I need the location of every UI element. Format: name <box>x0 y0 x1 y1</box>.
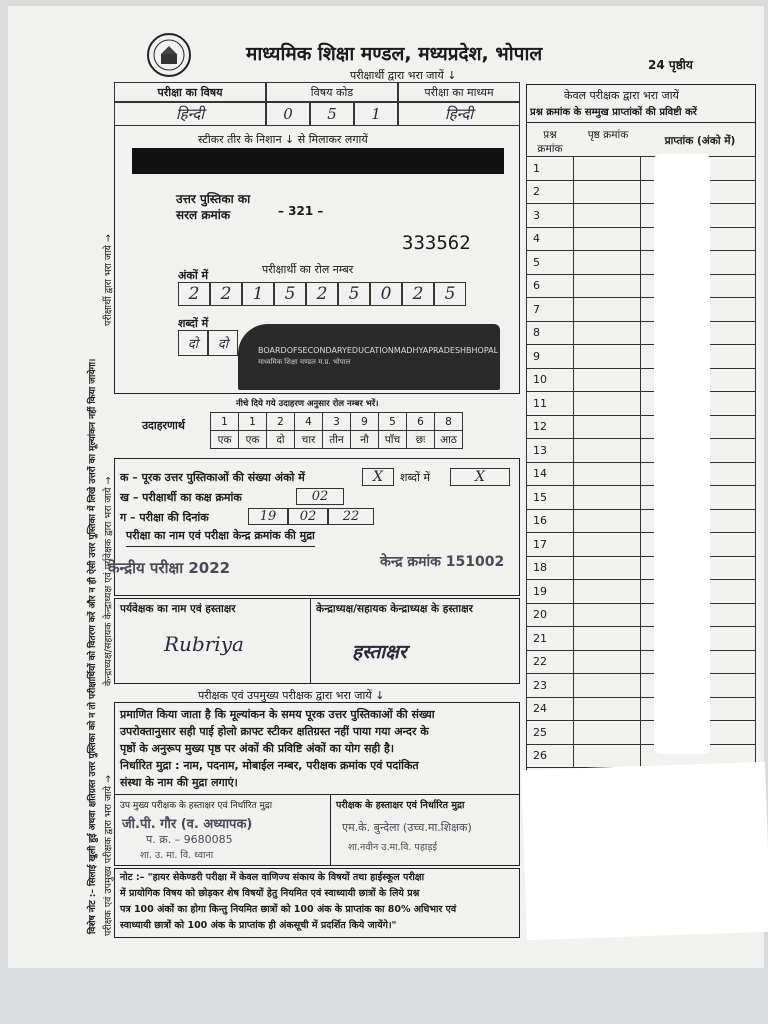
question-number: 20 <box>527 603 574 627</box>
certification-line-5: संस्था के नाम की मुद्रा लगाएं। <box>120 776 238 789</box>
code-header: विषय कोड <box>266 82 398 102</box>
invigilator-label: पर्यवेक्षक का नाम एवं हस्ताक्षर <box>120 603 236 615</box>
col-page-header: पृष्ठ क्रमांक <box>587 129 629 141</box>
deputy-stamp-school: शा. उ. मा. वि. ध्वाना <box>140 850 214 861</box>
side-note-centre: केन्द्राध्यक्ष/सहायक केन्द्राध्यक्ष एवं पर्यवेक्षक द्वारा भरा जाये → <box>103 476 114 686</box>
note-line-2: में प्रायोगिक विषय को छोड़कर शेष विषयों हेतु नियमित एवं स्वाध्यायी छात्रों के लिये प्रश्न <box>120 888 420 899</box>
code-digit-1: 0 <box>266 102 310 126</box>
example-word: दो <box>267 431 295 449</box>
roll-digit-1: 2 <box>178 282 210 306</box>
roll-digit-6: 5 <box>338 282 370 306</box>
example-label: उदाहरणार्थ <box>142 419 185 432</box>
marks-table <box>526 156 756 768</box>
examiner-stamp-name: एम.के. बुन्देला (उच्च.मा.शिक्षक) <box>342 821 472 834</box>
exam-date-month: 02 <box>288 508 328 525</box>
question-number: 26 <box>527 744 574 768</box>
col-marks-header: प्राप्तांक (अंको में) <box>664 135 736 147</box>
example-word: एक <box>211 431 239 449</box>
example-digit: 3 <box>323 413 351 431</box>
hologram-text-2: माध्यमिक शिक्षा मण्डल म.प्र. भोपाल <box>258 358 351 366</box>
examiner-sign-divider <box>330 794 331 866</box>
marks-row <box>527 509 756 533</box>
deputy-examiner-label: उप मुख्य परीक्षक के हस्ताक्षर एवं निर्धारित मुद्रा <box>120 801 273 811</box>
page-count: 24 पृष्ठीय <box>648 58 693 72</box>
example-word: छः <box>407 431 435 449</box>
marks-row <box>527 697 756 721</box>
side-note-examiner: परीक्षक एवं उपमुख्य परीक्षक द्वारा भरा जाये → <box>103 775 114 936</box>
examiner-heading: परीक्षक एवं उपमुख्य परीक्षक द्वारा भरा जायें ↓ <box>198 689 385 702</box>
roll-digit-5: 2 <box>306 282 338 306</box>
page-number-cell[interactable] <box>574 462 641 486</box>
page-number-cell[interactable] <box>574 274 641 298</box>
marks-row <box>527 392 756 416</box>
example-word: आठ <box>435 431 463 449</box>
example-digit: 6 <box>407 413 435 431</box>
examiner-stamp-school: शा.नवीन उ.मा.वि. पहाड़ई <box>348 842 438 853</box>
side-note-special: विशेष नोट :– सिलाई खुली हुई अथवा क्षतिग्रस्त उत्तर पुस्तिका को न तो परीक्षार्थियों को वितरण करें और न ही ऐसी उत्तर पुस्तिका में लिखे उत्तरों का मूल्यांकन नहीं किया जायेगा। <box>88 358 98 934</box>
whiteout-patch <box>521 762 768 940</box>
subject-value: हिन्दी <box>114 102 266 126</box>
supplementary-count-words: X <box>450 468 510 486</box>
supplementary-count-digits: X <box>362 468 394 486</box>
answer-sheet <box>8 6 764 968</box>
note-line-3: पत्र 100 अंकों का होगा किन्तु नियमित छात्रों को 100 अंक के प्राप्तांक का 80% अधिभार एवं <box>120 904 457 915</box>
marks-row <box>527 415 756 439</box>
page-number-cell[interactable] <box>574 744 641 768</box>
page-number-cell[interactable] <box>574 674 641 698</box>
question-number: 24 <box>527 697 574 721</box>
sticker-black-strip <box>132 148 504 174</box>
board-logo <box>146 32 192 78</box>
example-table <box>210 412 463 449</box>
examiner-sign-top-rule <box>114 794 520 795</box>
roll-digit-8: 2 <box>402 282 434 306</box>
marks-row <box>527 180 756 204</box>
subject-header: परीक्षा का विषय <box>114 82 266 102</box>
page-number-cell[interactable] <box>574 368 641 392</box>
marks-row <box>527 533 756 557</box>
medium-header: परीक्षा का माध्यम <box>398 82 520 102</box>
question-number: 11 <box>527 392 574 416</box>
page-number-cell[interactable] <box>574 204 641 228</box>
note-line-4: स्वाध्यायी छात्रों को 100 अंक के प्राप्तांक ही अंकसूची में प्रदर्शित किये जायेंगे।" <box>120 920 397 931</box>
serial-label-1: उत्तर पुस्तिका का <box>176 192 251 206</box>
example-digit: 1 <box>239 413 267 431</box>
roll-digit-4: 5 <box>274 282 306 306</box>
example-digit: 4 <box>295 413 323 431</box>
room-number-label: ख – परीक्षार्थी का कक्ष क्रमांक <box>120 491 242 504</box>
marks-table-subhead: प्रश्न क्रमांक के सम्मुख प्राप्तांकों की प्रविष्टी करें <box>530 107 697 118</box>
marks-row <box>527 227 756 251</box>
certification-line-1: प्रमाणित किया जाता है कि मूल्यांकन के समय पूरक उत्तर पुस्तिकाओं की संख्या <box>120 708 435 721</box>
question-number: 25 <box>527 721 574 745</box>
exam-date-day: 19 <box>248 508 288 525</box>
centre-number-stamp: केन्द्र क्रमांक 151002 <box>380 554 505 570</box>
example-digit: 9 <box>351 413 379 431</box>
signature-divider <box>310 598 311 684</box>
question-number: 15 <box>527 486 574 510</box>
marks-row <box>527 204 756 228</box>
marks-row <box>527 462 756 486</box>
page-number-cell[interactable] <box>574 509 641 533</box>
roll-digit-7: 0 <box>370 282 402 306</box>
page-number-cell[interactable] <box>574 650 641 674</box>
question-number: 9 <box>527 345 574 369</box>
superintendent-signature: हस्ताक्षर <box>352 641 407 663</box>
marks-head-rule <box>526 122 756 123</box>
question-number: 10 <box>527 368 574 392</box>
page-number-cell[interactable] <box>574 321 641 345</box>
question-number: 17 <box>527 533 574 557</box>
question-number: 16 <box>527 509 574 533</box>
page-number-cell[interactable] <box>574 486 641 510</box>
code-digit-2: 5 <box>310 102 354 126</box>
in-words-label: शब्दों में <box>178 317 209 330</box>
question-number: 2 <box>527 180 574 204</box>
page-number-cell[interactable] <box>574 721 641 745</box>
example-word: एक <box>239 431 267 449</box>
hologram-sticker <box>238 324 500 390</box>
page-number-cell[interactable] <box>574 556 641 580</box>
board-title: माध्यमिक शिक्षा मण्डल, मध्यप्रदेश, भोपाल <box>246 43 543 65</box>
whiteout-patch <box>654 154 710 754</box>
marks-row <box>527 627 756 651</box>
page-number-cell[interactable] <box>574 251 641 275</box>
question-number: 4 <box>527 227 574 251</box>
marks-row <box>527 486 756 510</box>
question-number: 8 <box>527 321 574 345</box>
marks-row <box>527 298 756 322</box>
page-number-cell[interactable] <box>574 533 641 557</box>
room-number-value: 02 <box>296 488 344 505</box>
page-number-cell[interactable] <box>574 157 641 181</box>
superintendent-label: केन्द्राध्यक्ष/सहायक केन्द्राध्यक्ष के हस्ताक्षर <box>316 603 473 615</box>
supplementary-words-label: शब्दों में <box>400 471 430 484</box>
example-note: नीचे दिये गये उदाहरण अनुसार रोल नम्बर भरें। <box>236 399 379 409</box>
page-number-cell[interactable] <box>574 580 641 604</box>
marks-row <box>527 721 756 745</box>
example-word: पाँच <box>379 431 407 449</box>
roll-word-1: दो <box>178 330 208 356</box>
marks-row <box>527 345 756 369</box>
page-number-cell[interactable] <box>574 392 641 416</box>
question-number: 21 <box>527 627 574 651</box>
marks-table-head: केवल परीक्षक द्वारा भरा जायें <box>564 89 679 102</box>
exam-date-year: 22 <box>328 508 374 525</box>
page-number-cell[interactable] <box>574 298 641 322</box>
serial-value: – 321 – <box>278 204 324 218</box>
col-question-header: प्रश्न क्रमांक <box>537 129 563 155</box>
roll-label: परीक्षार्थी का रोल नम्बर <box>262 263 354 276</box>
note-line-1: नोट :– "हायर सेकेण्डरी परीक्षा में केवल वाणिज्य संकाय के विषयों तथा हाईस्कूल परीक्षा <box>120 872 425 883</box>
page-number-cell[interactable] <box>574 415 641 439</box>
marks-row <box>527 650 756 674</box>
example-word: तीन <box>323 431 351 449</box>
in-digits-label: अंकों में <box>178 269 209 282</box>
hologram-text-1: BOARDOFSECONDARYEDUCATIONMADHYAPRADESHBHOPAL <box>258 346 499 355</box>
question-number: 7 <box>527 298 574 322</box>
deputy-stamp-name: जी.पी. गौर (व. अध्यापक) <box>122 817 253 832</box>
question-number: 14 <box>527 462 574 486</box>
question-number: 18 <box>527 556 574 580</box>
marks-row <box>527 674 756 698</box>
roll-digit-3: 1 <box>242 282 274 306</box>
question-number: 5 <box>527 251 574 275</box>
example-digit: 2 <box>267 413 295 431</box>
example-digit: 5 <box>379 413 407 431</box>
page-number-cell[interactable] <box>574 697 641 721</box>
marks-row <box>527 439 756 463</box>
page-number-cell[interactable] <box>574 603 641 627</box>
marks-row <box>527 556 756 580</box>
question-number: 22 <box>527 650 574 674</box>
question-number: 6 <box>527 274 574 298</box>
question-number: 23 <box>527 674 574 698</box>
marks-row <box>527 321 756 345</box>
centre-seal-label: परीक्षा का नाम एवं परीक्षा केन्द्र क्रमांक की मुद्रा <box>126 528 315 547</box>
marks-row <box>527 157 756 181</box>
examiner-label: परीक्षक के हस्ताक्षर एवं निर्धारित मुद्रा <box>336 800 465 811</box>
page-number-cell[interactable] <box>574 439 641 463</box>
invigilator-signature: Rubriya <box>164 632 244 656</box>
marks-row <box>527 368 756 392</box>
question-number: 1 <box>527 157 574 181</box>
certification-line-2: उपरोक्तानुसार सही पाई होलो क्राफ्ट स्टीकर क्षतिग्रस्त नहीं पाया गया अन्दर के <box>120 725 429 738</box>
exam-name-stamp: केन्द्रीय परीक्षा 2022 <box>108 559 231 577</box>
certification-line-3: पृष्ठों के अनुरूप मुख्य पृष्ठ पर अंकों की प्रविष्टि अंकों का योग सही है। <box>120 742 395 755</box>
page-number-cell[interactable] <box>574 227 641 251</box>
page-number-cell[interactable] <box>574 180 641 204</box>
question-number: 3 <box>527 204 574 228</box>
serial-label-2: सरल क्रमांक <box>176 208 231 222</box>
example-digit: 1 <box>211 413 239 431</box>
medium-value: हिन्दी <box>398 102 520 126</box>
question-number: 13 <box>527 439 574 463</box>
deputy-stamp-code: प. क्र. – 9680085 <box>146 833 233 846</box>
example-word: नौ <box>351 431 379 449</box>
example-word: चार <box>295 431 323 449</box>
candidate-fill-note: परीक्षार्थी द्वारा भरा जायें ↓ <box>350 69 457 82</box>
page-number-cell[interactable] <box>574 345 641 369</box>
marks-row <box>527 580 756 604</box>
marks-row <box>527 603 756 627</box>
marks-row <box>527 274 756 298</box>
booklet-number: 333562 <box>402 232 471 254</box>
example-digit: 8 <box>435 413 463 431</box>
code-digit-3: 1 <box>354 102 398 126</box>
sticker-instruction: स्टीकर तीर के निशान ↓ से मिलाकर लगायें <box>198 133 368 146</box>
page-number-cell[interactable] <box>574 627 641 651</box>
roll-word-2: दो <box>208 330 238 356</box>
exam-date-label: ग – परीक्षा की दिनांक <box>120 511 209 524</box>
roll-digit-9: 5 <box>434 282 466 306</box>
question-number: 19 <box>527 580 574 604</box>
supplementary-count-label: क – पूरक उत्तर पुस्तिकाओं की संख्या अंको में <box>120 471 305 484</box>
roll-digit-2: 2 <box>210 282 242 306</box>
question-number: 12 <box>527 415 574 439</box>
marks-row <box>527 251 756 275</box>
certification-line-4: निर्धारित मुद्रा : नाम, पदनाम, मोबाईल नम्बर, परीक्षक क्रमांक एवं पदांकित <box>120 759 419 772</box>
side-note-candidate: परीक्षार्थी द्वारा भरा जाये → <box>103 234 114 326</box>
